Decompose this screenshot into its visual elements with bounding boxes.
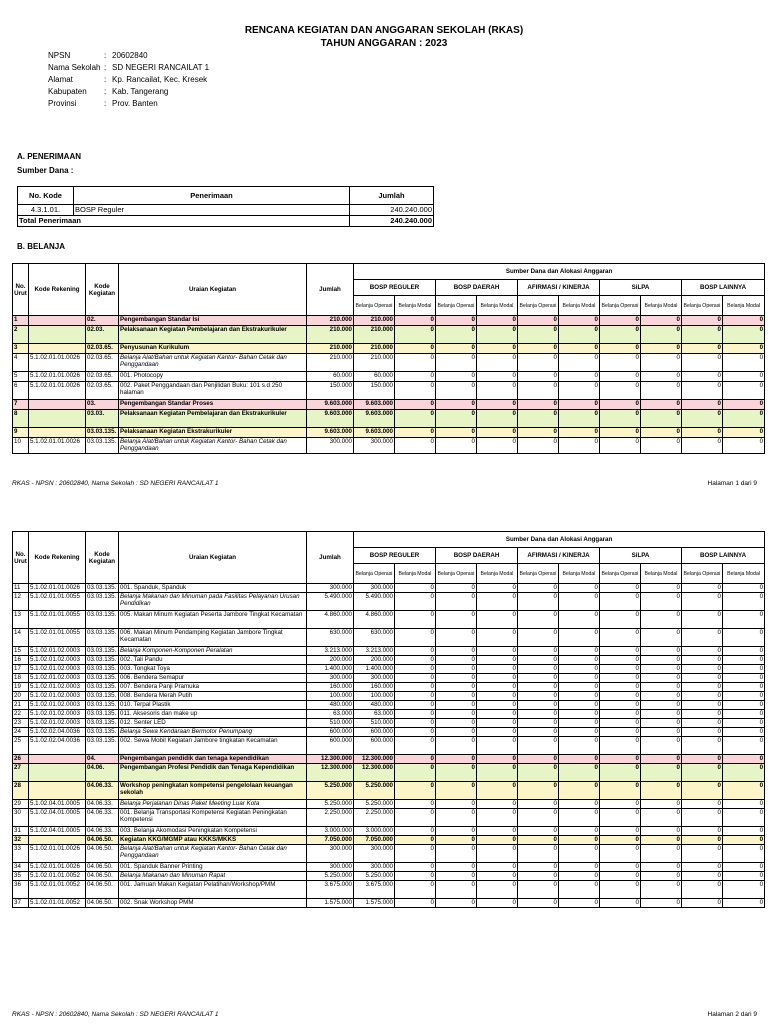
col-uraian: Uraian Kegiatan xyxy=(119,532,307,584)
col-belanja-operasi: Belanja Operasi xyxy=(436,564,477,584)
col-belanja-modal: Belanja Modal xyxy=(477,564,518,584)
col-belanja-operasi: Belanja Operasi xyxy=(600,564,641,584)
document-title: RENCANA KEGIATAN DAN ANGGARAN SEKOLAH (RKAS) xyxy=(244,25,524,36)
col-belanja-operasi: Belanja Operasi xyxy=(436,296,477,316)
table-row: 3 02.03.65. Penyusunan Kurikulum 210.000 210.000 0 0 0 0 0 0 0 0 0 xyxy=(13,344,765,354)
col-belanja-modal: Belanja Modal xyxy=(641,564,682,584)
col-no: No. Urut xyxy=(13,264,29,316)
section-belanja: B. BELANJA xyxy=(17,242,66,251)
col-belanja-modal: Belanja Modal xyxy=(723,564,765,584)
col-belanja-operasi: Belanja Operasi xyxy=(682,564,723,584)
table-row: 23 5.1.02.01.02.0003 03.03.135. 012. Senter LED 510.000 510.000 0 0 0 0 0 0 0 0 0 xyxy=(14,719,764,726)
table-row: 26 04. Pengembangan pendidik dan tenaga kependidikan 12.300.000 12.300.000 0 0 0 0 0 0 0 0 0 xyxy=(14,755,764,762)
table-row: 24 5.1.02.02.04.0036 03.03.135. Belanja Sewa Kendaraan Bermotor Penumpang 600.000 600.000 0 0 0 0 0 0 0 0 0 xyxy=(14,728,764,735)
col-kode-rekening: Kode Rekening xyxy=(29,532,86,584)
col-group: SiLPA xyxy=(600,280,682,296)
table-row: 20 5.1.02.01.02.0003 03.03.135. 008. Bendera Merah Putih 100.000 100.000 0 0 0 0 0 0 0 0 0 xyxy=(14,692,764,699)
col-kode-kegiatan: Kode Kegiatan xyxy=(86,532,119,584)
table-row: 12 5.1.02.01.01.0055 03.03.135. Belanja Makanan dan Minuman pada Fasilitas Pelayanan Urusan Pendidikan 5.490.000 5.490.000 0 0 0 0 0 0 0 0 0 xyxy=(13,593,765,611)
table-row: 33 5.1.02.01.01.0026 04.06.50. Belanja Alat/Bahan untuk Kegiatan Kantor- Bahan Cetak dan Penggandaan 300.000 300.000 0 0 0 0 0 0 0 0 0 xyxy=(13,845,765,863)
table-row: 7 03. Pengembangan Standar Proses 9.603.000 9.603.000 0 0 0 0 0 0 0 0 0 xyxy=(13,400,765,410)
table-row: 10 5.1.02.01.01.0026 03.03.135. Belanja Alat/Bahan untuk Kegiatan Kantor- Bahan Cetak dan Penggandaan 300.000 300.000 0 0 0 0 0 0 0 0 0 xyxy=(14,438,764,452)
table-row: 5 5.1.02.01.01.0026 02.03.65. 001. Photocopy 60.000 60.000 0 0 0 0 0 0 0 0 0 xyxy=(13,372,765,382)
col-belanja-modal: Belanja Modal xyxy=(395,296,436,316)
col-kode-kegiatan: Kode Kegiatan xyxy=(86,264,119,316)
table-header-row xyxy=(13,264,765,280)
col-belanja-modal: Belanja Modal xyxy=(723,296,765,316)
col-group: SiLPA xyxy=(600,548,682,564)
table-row: 27 04.06. Pengembangan Profesi Pendidik dan Tenaga Kependidikan 12.300.000 12.300.000 0 0 0 0 0 0 0 0 0 xyxy=(13,764,765,782)
table-row: 18 5.1.02.01.02.0003 03.03.135. 006. Bendera Semapur 300.000 300.000 0 0 0 0 0 0 0 0 0 xyxy=(14,674,764,681)
table-row: 19 5.1.02.01.02.0003 03.03.135. 007. Bendera Panji Pramuka 160.000 160.000 0 0 0 0 0 0 0 0 0 xyxy=(14,683,764,690)
table-row: 14 5.1.02.01.01.0055 03.03.135. 006. Makan Minum Pendamping Kegiatan Jambore Tingkat Kecamatan 630.000 630.000 0 0 0 0 0 0 0 0 0 xyxy=(13,629,765,647)
table-header-row xyxy=(13,532,765,548)
table-row: 31 5.1.02.04.01.0005 04.06.33. 003. Belanja Akomodasi Peningkatan Kompetensi 3.000.000 3.000.000 0 0 0 0 0 0 0 0 0 xyxy=(14,827,764,834)
belanja-table-page1 xyxy=(12,263,765,454)
table-row: 16 5.1.02.01.02.0003 03.03.135. 002. Tali Pandu 200.000 200.000 0 0 0 0 0 0 0 0 0 xyxy=(14,656,764,663)
col-belanja-operasi: Belanja Operasi xyxy=(354,296,395,316)
col-sumber-dana: Sumber Dana dan Alokasi Anggaran xyxy=(354,264,765,280)
col-group: BOSP REGULER xyxy=(354,280,436,296)
penerimaan-table xyxy=(17,186,434,227)
table-row: 37 5.1.02.01.01.0052 04.06.50. 002. Snak Workshop PMM 1.575.000 1.575.000 0 0 0 0 0 0 0 0 0 xyxy=(14,899,764,906)
info-row: Kabupaten : Kab. Tangerang xyxy=(48,87,169,96)
table-row: 2 02.03. Pelaksanaan Kegiatan Pembelajaran dan Ekstrakurikuler 210.000 210.000 0 0 0 0 0 0 0 0 0 xyxy=(13,326,765,344)
col-belanja-modal: Belanja Modal xyxy=(641,296,682,316)
table-row: 29 5.1.02.04.01.0005 04.06.33. Belanja Perjalanan Dinas Paket Meeting Luar Kota 5.250.000 5.250.000 0 0 0 0 0 0 0 0 0 xyxy=(14,800,764,807)
total-row: Total Penerimaan 240.240.000 xyxy=(19,216,432,225)
table-row: 35 5.1.02.01.01.0052 04.06.50. Belanja Makanan dan Minuman Rapat 5.250.000 5.250.000 0 0 0 0 0 0 0 0 0 xyxy=(14,872,764,879)
school-info xyxy=(48,50,209,110)
col-belanja-modal: Belanja Modal xyxy=(395,564,436,584)
table-row: 22 5.1.02.01.02.0003 03.03.135. 011. Aksesoris dan make up 63.000 63.000 0 0 0 0 0 0 0 0 0 xyxy=(14,710,764,717)
table-row: 32 04.06.50. Kegiatan KKG/MGMP atau KKKS/MKKS 7.050.000 7.050.000 0 0 0 0 0 0 0 0 0 xyxy=(14,836,764,843)
info-row: Provinsi : Prov. Banten xyxy=(48,99,158,108)
table-row: 30 5.1.02.04.01.0005 04.06.33. 001. Belanja Transportasi Kompetensi Kegiatan Peningkatan Kompetensi 2.250.000 2.250.000 0 0 0 0 0 0 0 0 0 xyxy=(13,809,765,827)
table-row: 6 5.1.02.01.01.0026 02.03.65. 002. Paket Penggandaan dan Penjilidan Buku: 101 s.d 250 halaman 150.000 150.000 0 0 0 0 0 0 0 0 0 xyxy=(13,382,765,400)
col-group: AFIRMASI / KINERJA xyxy=(518,548,600,564)
col-belanja-operasi: Belanja Operasi xyxy=(600,296,641,316)
col-belanja-operasi: Belanja Operasi xyxy=(518,296,559,316)
col-kode-rekening: Kode Rekening xyxy=(29,264,86,316)
col-belanja-modal: Belanja Modal xyxy=(559,564,600,584)
table-row: 1 02. Pengembangan Standar Isi 210.000 210.000 0 0 0 0 0 0 0 0 0 xyxy=(13,316,765,326)
col-belanja-modal: Belanja Modal xyxy=(559,296,600,316)
col-jumlah: Jumlah xyxy=(307,264,354,316)
col-belanja-operasi: Belanja Operasi xyxy=(682,296,723,316)
table-row: 36 5.1.02.01.01.0052 04.06.50. 001. Jamuan Makan Kegiatan Pelatihan/Workshop/PMM 3.675.000 3.675.000 0 0 0 0 0 0 0 0 0 xyxy=(13,881,765,899)
col-belanja-operasi: Belanja Operasi xyxy=(354,564,395,584)
table-row: 21 5.1.02.01.02.0003 03.03.135. 010. Terpal Plastik 480.000 480.000 0 0 0 0 0 0 0 0 0 xyxy=(14,701,764,708)
belanja-table-page2 xyxy=(12,531,765,908)
page-footer: RKAS - NPSN : 20602840, Nama Sekolah : SD NEGERI RANCAILAT 1 Halaman 1 dari 9 xyxy=(12,480,757,487)
col-uraian: Uraian Kegiatan xyxy=(119,264,307,316)
col-sumber-dana: Sumber Dana dan Alokasi Anggaran xyxy=(354,532,765,548)
col-group: BOSP DAERAH xyxy=(436,280,518,296)
table-row: 17 5.1.02.01.02.0003 03.03.135. 003. Tongkat Toya 1.400.000 1.400.000 0 0 0 0 0 0 0 0 0 xyxy=(14,665,764,672)
table-row: 11 5.1.02.01.01.0026 03.03.135. 001. Spanduk, Spanduk 300.000 300.000 0 0 0 0 0 0 0 0 0 xyxy=(14,584,764,591)
table-row: 25 5.1.02.02.04.0036 03.03.135. 002. Sewa Mobil Kegiatan Jambore tingkatan Kecamatan 600.000 600.000 0 0 0 0 0 0 0 0 0 xyxy=(13,737,765,755)
table-row: 4 5.1.02.01.01.0026 02.03.65. Belanja Alat/Bahan untuk Kegiatan Kantor- Bahan Cetak dan Penggandaan 210.000 210.000 0 0 0 0 0 0 0 0 0 xyxy=(13,354,765,372)
table-header-row: No. Kode Penerimaan Jumlah xyxy=(18,187,434,205)
sumber-dana-label: Sumber Dana : xyxy=(17,166,74,175)
table-row: 13 5.1.02.01.01.0055 03.03.135. 005. Makan Minum Kegiatan Peserta Jambore Tingkat Kecamatan 4.860.000 4.860.000 0 0 0 0 0 0 0 0 0 xyxy=(13,611,765,629)
col-belanja-modal: Belanja Modal xyxy=(477,296,518,316)
col-group: BOSP DAERAH xyxy=(436,548,518,564)
document-subtitle: TAHUN ANGGARAN : 2023 xyxy=(320,38,448,49)
col-group: BOSP LAINNYA xyxy=(682,280,765,296)
table-row: 28 04.06.33. Workshop peningkatan kompetensi pengelolaan keuangan sekolah 5.250.000 5.250.000 0 0 0 0 0 0 0 0 0 xyxy=(13,782,765,800)
col-group: BOSP REGULER xyxy=(354,548,436,564)
col-no: No. Urut xyxy=(13,532,29,584)
section-penerimaan: A. PENERIMAAN xyxy=(17,152,82,161)
col-belanja-operasi: Belanja Operasi xyxy=(518,564,559,584)
table-row: 15 5.1.02.01.02.0003 03.03.135. Belanja Komponen-Komponen Peralatan 3.213.000 3.213.000 0 0 0 0 0 0 0 0 0 xyxy=(14,647,764,654)
col-group: AFIRMASI / KINERJA xyxy=(518,280,600,296)
table-row: 34 5.1.02.01.01.0026 04.06.50. 001. Spanduk Banner Printing 300.000 300.000 0 0 0 0 0 0 0 0 0 xyxy=(14,863,764,870)
col-jumlah: Jumlah xyxy=(307,532,354,584)
table-row: 8 03.03. Pelaksanaan Kegiatan Pembelajaran dan Ekstrakurikuler 9.603.000 9.603.000 0 0 0 0 0 0 0 0 0 xyxy=(13,410,765,428)
table-row: 9 03.03.135. Pelaksanaan Kegiatan Ekstrakurikuler 9.603.000 9.603.000 0 0 0 0 0 0 0 0 0 xyxy=(13,428,765,438)
info-row: Nama Sekolah : SD NEGERI RANCAILAT 1 xyxy=(48,63,210,72)
page-footer: RKAS - NPSN : 20602840, Nama Sekolah : SD NEGERI RANCAILAT 1 Halaman 2 dari 9 xyxy=(12,1011,757,1018)
table-row: 4.3.1.01. BOSP Reguler 240.240.000 xyxy=(18,205,434,216)
info-row: Alamat : Kp. Rancailat, Kec. Kresek xyxy=(48,75,208,84)
col-group: BOSP LAINNYA xyxy=(682,548,765,564)
info-row: NPSN : 20602840 xyxy=(48,51,148,60)
